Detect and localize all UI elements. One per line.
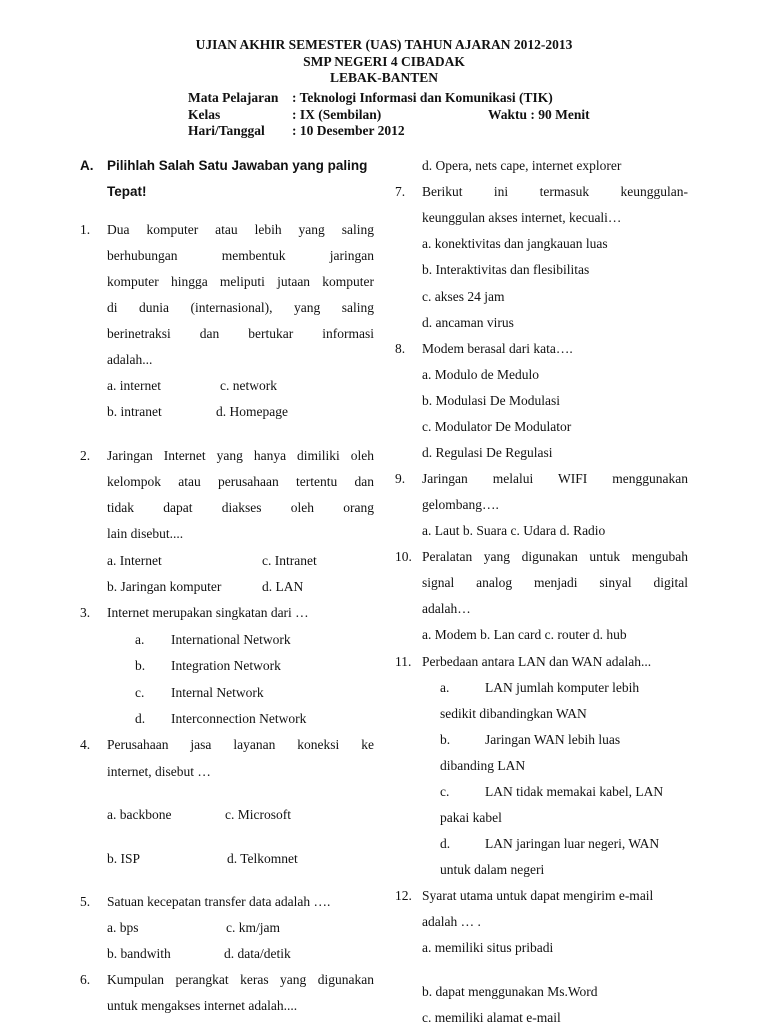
option-c-letter: c.: [440, 784, 450, 799]
option-a: a. internet: [107, 378, 161, 393]
question-text: Jaringan Internet yang hanya dimiliki oleh: [107, 448, 374, 463]
section-title-line-1: Pilihlah Salah Satu Jawaban yang paling: [107, 158, 368, 173]
question-text: untuk mengakses internet adalah....: [107, 998, 298, 1013]
date-value: : 10 Desember 2012: [292, 123, 405, 138]
question-text: internet, disebut …: [107, 764, 211, 779]
option-b: b. bandwith: [107, 946, 171, 961]
question-text: gelombang….: [422, 497, 499, 512]
question-number: 7.: [395, 184, 406, 199]
option-a: a. Internet: [107, 553, 162, 568]
question-6-option-d: d. Opera, nets cape, internet explorer: [422, 158, 622, 173]
question-text: adalah…: [422, 601, 471, 616]
question-text: Internet merupakan singkatan dari …: [107, 605, 309, 620]
option-b: b. Modulasi De Modulasi: [422, 393, 560, 408]
option-a: a. konektivitas dan jangkauan luas: [422, 236, 608, 251]
question-text: berhubungan membentuk jaringan: [107, 248, 374, 263]
question-number: 11.: [395, 654, 412, 669]
question-number: 6.: [80, 972, 91, 987]
option-b: Integration Network: [171, 658, 281, 673]
option-c: c. Microsoft: [225, 807, 291, 822]
question-text: keunggulan akses internet, kecuali…: [422, 210, 622, 225]
question-number: 10.: [395, 549, 412, 564]
question-text: Modem berasal dari kata….: [422, 341, 573, 356]
option-a-letter: a.: [135, 632, 145, 647]
class-label: Kelas: [188, 106, 221, 122]
option-a: International Network: [171, 632, 291, 647]
option-d: Interconnection Network: [171, 711, 307, 726]
question-number: 3.: [80, 605, 91, 620]
question-number: 12.: [395, 888, 412, 903]
question-number: 8.: [395, 341, 406, 356]
option-b: Jaringan WAN lebih luas: [485, 732, 621, 747]
option-b: b. Interaktivitas dan flesibilitas: [422, 262, 590, 277]
question-text: adalah...: [107, 352, 153, 367]
option-c: c. Modulator De Modulator: [422, 419, 572, 434]
option-b: b. intranet: [107, 404, 162, 419]
option-d: d. Telkomnet: [227, 851, 298, 866]
option-a-letter: a.: [440, 680, 450, 695]
option-b-letter: b.: [135, 658, 146, 673]
question-number: 2.: [80, 448, 91, 463]
subject-label: Mata Pelajaran: [188, 90, 279, 105]
question-text: Peralatan yang digunakan untuk mengubah: [422, 549, 688, 564]
option-a: a. bps: [107, 920, 139, 935]
date-label: Hari/Tanggal: [188, 123, 265, 138]
option-d: d. ancaman virus: [422, 315, 514, 330]
question-text: Syarat utama untuk dapat mengirim e-mail: [422, 888, 654, 903]
question-text: Satuan kecepatan transfer data adalah ….: [107, 894, 331, 909]
question-text: Perbedaan antara LAN dan WAN adalah...: [422, 654, 652, 669]
question-options: a. Laut b. Suara c. Udara d. Radio: [422, 523, 606, 538]
option-a-cont: sedikit dibandingkan WAN: [440, 706, 587, 721]
question-number: 4.: [80, 737, 91, 752]
option-a: LAN jumlah komputer lebih: [485, 680, 640, 695]
option-d-letter: d.: [135, 711, 146, 726]
option-c: c. akses 24 jam: [422, 289, 505, 304]
section-letter: A.: [80, 158, 94, 173]
question-number: 5.: [80, 894, 91, 909]
option-a: a. memiliki situs pribadi: [422, 940, 554, 955]
option-b-cont: dibanding LAN: [440, 758, 526, 773]
question-text: di dunia (internasional), yang saling: [107, 300, 374, 315]
question-text: Dua komputer atau lebih yang saling: [107, 222, 374, 237]
question-text: adalah … .: [422, 914, 481, 929]
option-d-cont: untuk dalam negeri: [440, 862, 545, 877]
option-c-letter: c.: [135, 685, 145, 700]
question-text: tidak dapat diakses oleh orang: [107, 500, 374, 515]
option-b-letter: b.: [440, 732, 451, 747]
option-c: Internal Network: [171, 685, 264, 700]
question-number: 1.: [80, 222, 91, 237]
question-text: Jaringan melalui WIFI menggunakan: [422, 471, 688, 486]
question-text: Berikut ini termasuk keunggulan-: [422, 184, 688, 199]
school-name: SMP NEGERI 4 CIBADAK: [303, 53, 465, 69]
question-text: kelompok atau perusahaan tertentu dan: [107, 474, 374, 489]
option-c: c. km/jam: [226, 920, 280, 935]
option-d: d. Homepage: [216, 404, 288, 419]
question-number: 9.: [395, 471, 406, 486]
option-d: d. LAN: [262, 579, 304, 594]
exam-title: UJIAN AKHIR SEMESTER (UAS) TAHUN AJARAN 2012-2013: [195, 37, 573, 52]
question-text: komputer hingga meliputi jutaan komputer: [107, 274, 374, 289]
subject-value: : Teknologi Informasi dan Komunikasi (TIK): [292, 90, 553, 105]
option-c: LAN tidak memakai kabel, LAN: [485, 784, 664, 799]
option-b: b. ISP: [107, 851, 141, 866]
question-text: Perusahaan jasa layanan koneksi ke: [107, 737, 374, 752]
option-d: d. Regulasi De Regulasi: [422, 445, 553, 460]
question-options: a. Modem b. Lan card c. router d. hub: [422, 627, 627, 642]
option-c: c. Intranet: [262, 553, 317, 568]
question-text: signal analog menjadi sinyal digital: [422, 575, 688, 590]
option-d: LAN jaringan luar negeri, WAN: [485, 836, 660, 851]
exam-duration: Waktu : 90 Menit: [488, 106, 590, 122]
question-text: Kumpulan perangkat keras yang digunakan: [107, 972, 374, 987]
option-a: a. Modulo de Medulo: [422, 367, 539, 382]
question-text: lain disebut....: [107, 526, 184, 541]
school-location: LEBAK-BANTEN: [329, 70, 439, 85]
option-b: b. Jaringan komputer: [107, 579, 222, 594]
option-c: c. network: [220, 378, 277, 393]
question-text: berinetraksi dan bertukar informasi: [107, 326, 374, 341]
option-d-letter: d.: [440, 836, 451, 851]
option-c: c. memiliki alamat e-mail: [422, 1010, 561, 1025]
option-a: a. backbone: [107, 807, 172, 822]
option-b: b. dapat menggunakan Ms.Word: [422, 984, 598, 999]
option-d: d. data/detik: [224, 946, 291, 961]
section-title-line-2: Tepat!: [107, 184, 147, 199]
class-value: : IX (Sembilan): [292, 106, 382, 122]
option-c-cont: pakai kabel: [440, 810, 502, 825]
